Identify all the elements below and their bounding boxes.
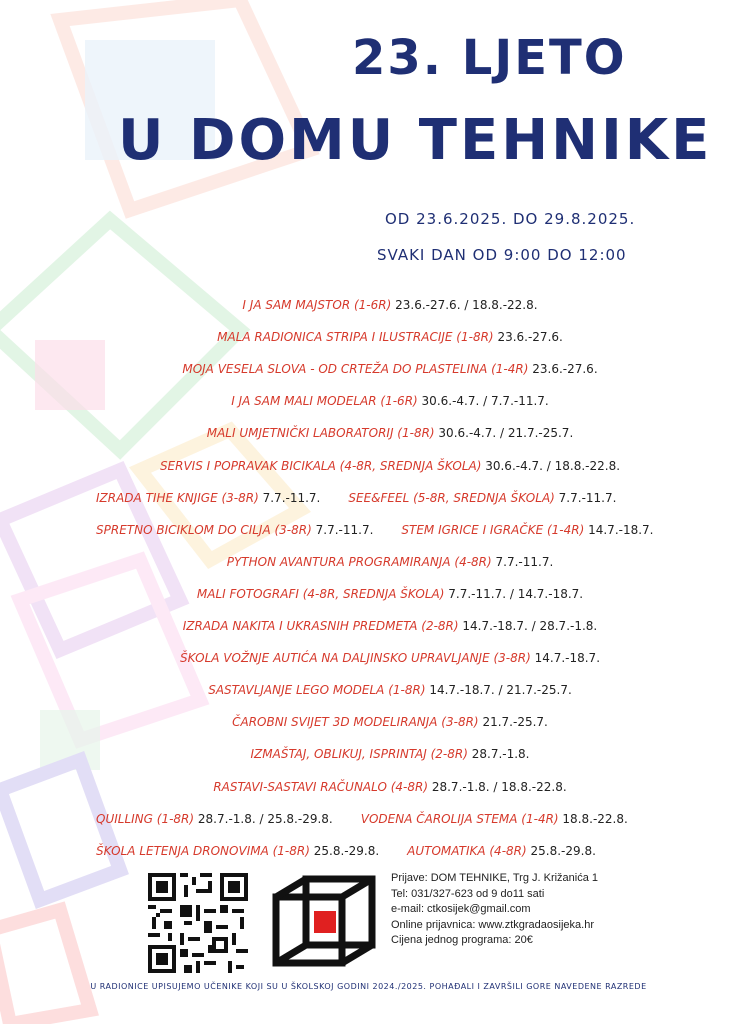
workshop-name: ČAROBNI SVIJET 3D MODELIRANJA (3-8R) [232, 715, 479, 730]
workshop-row [60, 553, 720, 571]
title-line-1: 23. LJETO [352, 30, 627, 86]
workshop-name: QUILLING (1-8R) [96, 811, 195, 826]
period-dates: OD 23.6.2025. DO 29.8.2025. [385, 210, 636, 228]
workshop-dates: 7.7.-11.7. [315, 522, 374, 537]
workshop-dates: 30.6.-4.7. / 21.7.-25.7. [438, 426, 574, 441]
workshop-row [96, 489, 696, 507]
workshop-dates: 30.6.-4.7. / 7.7.-11.7. [421, 394, 549, 409]
workshop-row [60, 617, 720, 635]
workshop-name: IZMAŠTAJ, OBLIKUJ, ISPRINTAJ (2-8R) [250, 747, 468, 762]
workshop-dates: 23.6.-27.6. / 18.8.-22.8. [395, 298, 538, 312]
workshop-name: SERVIS I POPRAVAK BICIKALA (4-8R, SREDNJA ŠKOLA) [159, 458, 482, 473]
qr-code-icon[interactable] [148, 873, 248, 973]
workshop-row [60, 649, 720, 667]
footer-note: U RADIONICE UPISUJEMO UČENIKE KOJI SU U ŠKOLSKOJ GODINI 2024./2025. POHAĐALI I ZAVRŠILI GORE NAVEDENE RAZREDE [90, 982, 647, 991]
workshop-dates: 14.7.-18.7. / 21.7.-25.7. [429, 683, 572, 698]
workshop-name: SASTAVLJANJE LEGO MODELA (1-8R) [208, 683, 426, 698]
workshop-dates: 28.7.-1.8. / 25.8.-29.8. [197, 811, 333, 826]
workshop-row [60, 778, 720, 796]
workshop-row [96, 842, 696, 860]
workshop-dates: 7.7.-11.7. [495, 554, 554, 569]
workshop-dates: 30.6.-4.7. / 18.8.-22.8. [485, 458, 621, 473]
workshop-name: I JA SAM MAJSTOR (1-6R) [242, 298, 392, 312]
contact-online-link[interactable]: Online prijavnica: www.ztkgradaosijeka.hr [391, 918, 594, 931]
contact-email[interactable]: e-mail: ctkosijek@gmail.com [391, 903, 531, 915]
contact-phone: Tel: 031/327-623 od 9 do11 sati [391, 887, 545, 900]
contact-price: Cijena jednog programa: 20€ [391, 934, 533, 946]
cube-logo-icon [270, 873, 380, 973]
workshop-name: MALI FOTOGRAFI (4-8R, SREDNJA ŠKOLA) [196, 586, 445, 601]
workshop-row [60, 392, 720, 410]
workshop-row [60, 457, 720, 475]
workshop-row [60, 296, 720, 314]
workshop-row [96, 810, 696, 828]
workshop-dates: 23.6.-27.6. [532, 362, 598, 377]
workshop-name: ŠKOLA VOŽNJE AUTIĆA NA DALJINSKO UPRAVLJANJE (3-8R) [179, 651, 531, 666]
workshop-dates: 7.7.-11.7. / 14.7.-18.7. [448, 586, 584, 601]
workshop-name: ŠKOLA LETENJA DRONOVIMA (1-8R) [96, 843, 310, 858]
workshop-row [60, 745, 720, 763]
workshop-dates: 28.7.-1.8. [471, 747, 530, 762]
workshop-row [60, 424, 720, 442]
workshop-name: MALI UMJETNIČKI LABORATORIJ (1-8R) [206, 426, 435, 441]
workshop-dates: 23.6.-27.6. [497, 330, 563, 345]
workshop-name: SEE&FEEL (5-8R, SREDNJA ŠKOLA) [348, 490, 555, 505]
workshop-row [60, 328, 720, 346]
workshop-name: VODENA ČAROLIJA STEMA (1-4R) [360, 811, 559, 826]
workshop-name: AUTOMATIKA (4-8R) [407, 843, 527, 858]
workshop-dates: 28.7.-1.8. / 18.8.-22.8. [431, 779, 567, 794]
workshop-dates: 25.8.-29.8. [530, 843, 596, 858]
workshop-row [60, 585, 720, 603]
workshop-dates: 18.8.-22.8. [562, 811, 628, 826]
workshop-name: STEM IGRICE I IGRAČKE (1-4R) [401, 522, 585, 537]
workshop-name: MOJA VESELA SLOVA - OD CRTEŽA DO PLASTELINA (1-4R) [182, 362, 529, 377]
workshop-row [60, 713, 720, 731]
workshop-name: PYTHON AVANTURA PROGRAMIRANJA (4-8R) [226, 554, 492, 569]
workshop-dates: 7.7.-11.7. [262, 490, 321, 505]
title-line-2: U DOMU TEHNIKE [118, 108, 713, 173]
workshop-dates: 14.7.-18.7. [588, 522, 654, 537]
workshop-dates: 14.7.-18.7. [534, 651, 601, 666]
workshop-dates: 14.7.-18.7. / 28.7.-1.8. [462, 619, 598, 633]
workshop-dates: 25.8.-29.8. [313, 843, 380, 858]
workshop-name: I JA SAM MALI MODELAR (1-6R) [231, 394, 418, 409]
workshop-name: RASTAVI-SASTAVI RAČUNALO (4-8R) [213, 779, 429, 794]
workshop-name: IZRADA NAKITA I UKRASNIH PREDMETA (2-8R) [182, 619, 459, 633]
workshop-name: SPRETNO BICIKLOM DO CILJA (3-8R) [96, 522, 312, 537]
workshop-name: IZRADA TIHE KNJIGE (3-8R) [96, 490, 259, 505]
workshop-name: MALA RADIONICA STRIPA I ILUSTRACIJE (1-8R) [217, 330, 494, 345]
workshop-row [96, 521, 696, 539]
workshop-dates: 21.7.-25.7. [482, 715, 548, 730]
workshop-row [60, 681, 720, 699]
workshop-dates: 7.7.-11.7. [558, 490, 617, 505]
daily-hours: SVAKI DAN OD 9:00 DO 12:00 [377, 246, 627, 264]
contact-registration: Prijave: DOM TEHNIKE, Trg J. Križanića 1 [391, 872, 599, 884]
contact-info [391, 871, 598, 949]
workshop-row [60, 360, 720, 378]
